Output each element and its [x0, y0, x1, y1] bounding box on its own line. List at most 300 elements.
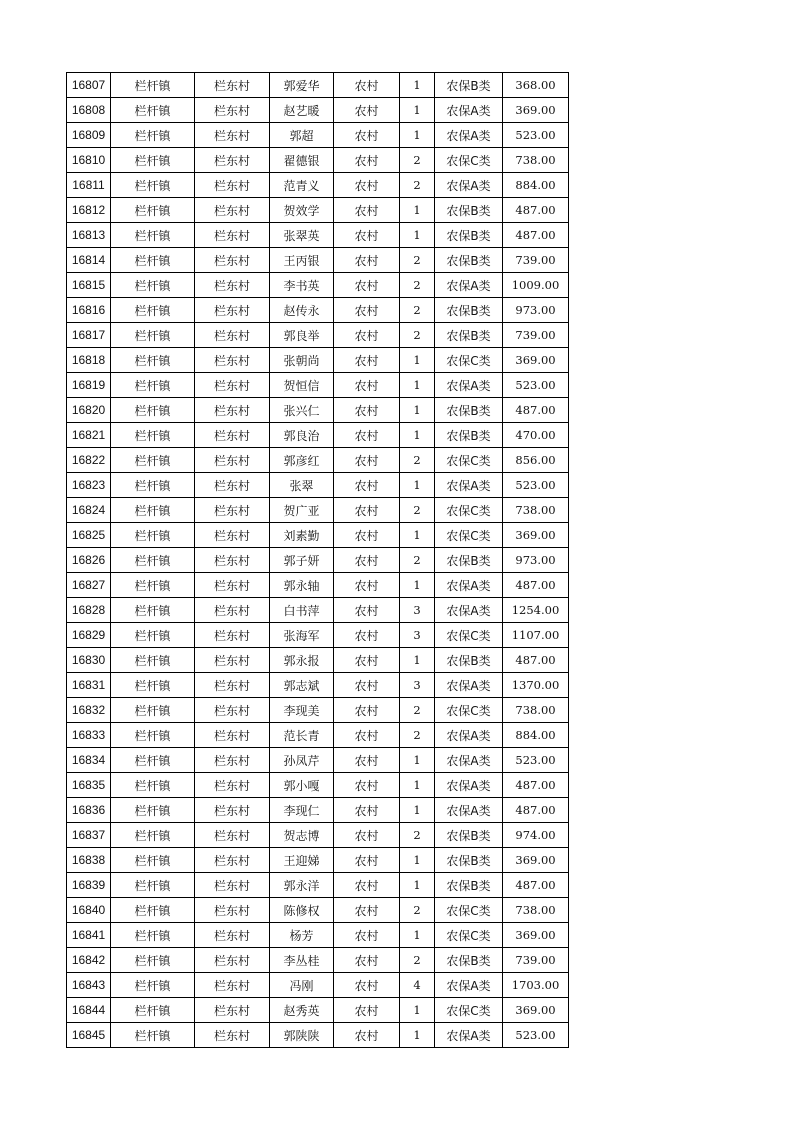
household-size-cell: 1	[400, 73, 435, 98]
name-cell: 张翠	[270, 473, 334, 498]
area-type-cell: 农村	[334, 223, 400, 248]
category-cell: 农保C类	[435, 923, 503, 948]
record-id-cell: 16831	[67, 673, 111, 698]
table-row	[67, 723, 569, 748]
area-type-cell: 农村	[334, 673, 400, 698]
record-id-cell: 16817	[67, 323, 111, 348]
name-cell: 贺恒信	[270, 373, 334, 398]
area-type-cell: 农村	[334, 573, 400, 598]
table-row	[67, 923, 569, 948]
amount-cell: 368.00	[503, 73, 569, 98]
household-size-cell: 3	[400, 673, 435, 698]
name-cell: 郭陕陕	[270, 1023, 334, 1048]
category-cell: 农保C类	[435, 148, 503, 173]
category-cell: 农保C类	[435, 998, 503, 1023]
village-cell: 栏东村	[195, 373, 270, 398]
amount-cell: 369.00	[503, 923, 569, 948]
town-cell: 栏杆镇	[111, 173, 195, 198]
record-id-cell: 16842	[67, 948, 111, 973]
household-size-cell: 1	[400, 373, 435, 398]
area-type-cell: 农村	[334, 773, 400, 798]
area-type-cell: 农村	[334, 273, 400, 298]
village-cell: 栏东村	[195, 723, 270, 748]
table-row	[67, 1023, 569, 1048]
name-cell: 范长青	[270, 723, 334, 748]
town-cell: 栏杆镇	[111, 323, 195, 348]
village-cell: 栏东村	[195, 873, 270, 898]
area-type-cell: 农村	[334, 748, 400, 773]
table-row	[67, 398, 569, 423]
village-cell: 栏东村	[195, 823, 270, 848]
record-id-cell: 16812	[67, 198, 111, 223]
amount-cell: 523.00	[503, 123, 569, 148]
table-row	[67, 648, 569, 673]
category-cell: 农保C类	[435, 498, 503, 523]
table-row	[67, 598, 569, 623]
town-cell: 栏杆镇	[111, 223, 195, 248]
record-id-cell: 16843	[67, 973, 111, 998]
category-cell: 农保A类	[435, 598, 503, 623]
village-cell: 栏东村	[195, 698, 270, 723]
category-cell: 农保A类	[435, 748, 503, 773]
record-id-cell: 16813	[67, 223, 111, 248]
area-type-cell: 农村	[334, 973, 400, 998]
category-cell: 农保B类	[435, 823, 503, 848]
category-cell: 农保C类	[435, 898, 503, 923]
village-cell: 栏东村	[195, 173, 270, 198]
area-type-cell: 农村	[334, 398, 400, 423]
table-row	[67, 548, 569, 573]
record-id-cell: 16807	[67, 73, 111, 98]
table-row	[67, 273, 569, 298]
town-cell: 栏杆镇	[111, 98, 195, 123]
table-row	[67, 298, 569, 323]
table-row	[67, 448, 569, 473]
amount-cell: 487.00	[503, 648, 569, 673]
category-cell: 农保B类	[435, 73, 503, 98]
table-row	[67, 248, 569, 273]
table-row	[67, 773, 569, 798]
category-cell: 农保C类	[435, 448, 503, 473]
town-cell: 栏杆镇	[111, 598, 195, 623]
household-size-cell: 2	[400, 548, 435, 573]
area-type-cell: 农村	[334, 498, 400, 523]
amount-cell: 738.00	[503, 148, 569, 173]
table-row	[67, 523, 569, 548]
category-cell: 农保A类	[435, 1023, 503, 1048]
name-cell: 李丛桂	[270, 948, 334, 973]
table-row	[67, 148, 569, 173]
name-cell: 赵传永	[270, 298, 334, 323]
village-cell: 栏东村	[195, 198, 270, 223]
name-cell: 王丙银	[270, 248, 334, 273]
area-type-cell: 农村	[334, 173, 400, 198]
amount-cell: 369.00	[503, 98, 569, 123]
village-cell: 栏东村	[195, 773, 270, 798]
category-cell: 农保B类	[435, 423, 503, 448]
area-type-cell: 农村	[334, 473, 400, 498]
village-cell: 栏东村	[195, 673, 270, 698]
village-cell: 栏东村	[195, 473, 270, 498]
area-type-cell: 农村	[334, 923, 400, 948]
amount-cell: 973.00	[503, 298, 569, 323]
name-cell: 李现仁	[270, 798, 334, 823]
table-row	[67, 98, 569, 123]
amount-cell: 523.00	[503, 373, 569, 398]
name-cell: 张朝尚	[270, 348, 334, 373]
household-size-cell: 2	[400, 948, 435, 973]
amount-cell: 974.00	[503, 823, 569, 848]
record-id-cell: 16818	[67, 348, 111, 373]
amount-cell: 1009.00	[503, 273, 569, 298]
record-id-cell: 16833	[67, 723, 111, 748]
category-cell: 农保B类	[435, 648, 503, 673]
category-cell: 农保A类	[435, 773, 503, 798]
area-type-cell: 农村	[334, 423, 400, 448]
record-id-cell: 16819	[67, 373, 111, 398]
area-type-cell: 农村	[334, 723, 400, 748]
table-row	[67, 73, 569, 98]
amount-cell: 369.00	[503, 848, 569, 873]
town-cell: 栏杆镇	[111, 973, 195, 998]
category-cell: 农保B类	[435, 848, 503, 873]
table-row	[67, 323, 569, 348]
area-type-cell: 农村	[334, 823, 400, 848]
relief-roster-table	[66, 72, 569, 1048]
name-cell: 贺志博	[270, 823, 334, 848]
category-cell: 农保A类	[435, 798, 503, 823]
table-row	[67, 973, 569, 998]
village-cell: 栏东村	[195, 498, 270, 523]
household-size-cell: 1	[400, 123, 435, 148]
household-size-cell: 1	[400, 223, 435, 248]
town-cell: 栏杆镇	[111, 548, 195, 573]
record-id-cell: 16828	[67, 598, 111, 623]
record-id-cell: 16834	[67, 748, 111, 773]
household-size-cell: 1	[400, 648, 435, 673]
household-size-cell: 1	[400, 873, 435, 898]
village-cell: 栏东村	[195, 73, 270, 98]
area-type-cell: 农村	[334, 248, 400, 273]
record-id-cell: 16838	[67, 848, 111, 873]
name-cell: 李书英	[270, 273, 334, 298]
town-cell: 栏杆镇	[111, 898, 195, 923]
area-type-cell: 农村	[334, 798, 400, 823]
record-id-cell: 16837	[67, 823, 111, 848]
area-type-cell: 农村	[334, 298, 400, 323]
household-size-cell: 2	[400, 173, 435, 198]
town-cell: 栏杆镇	[111, 1023, 195, 1048]
town-cell: 栏杆镇	[111, 798, 195, 823]
area-type-cell: 农村	[334, 948, 400, 973]
village-cell: 栏东村	[195, 748, 270, 773]
household-size-cell: 1	[400, 348, 435, 373]
name-cell: 郭良举	[270, 323, 334, 348]
household-size-cell: 4	[400, 973, 435, 998]
town-cell: 栏杆镇	[111, 623, 195, 648]
town-cell: 栏杆镇	[111, 923, 195, 948]
record-id-cell: 16815	[67, 273, 111, 298]
area-type-cell: 农村	[334, 523, 400, 548]
town-cell: 栏杆镇	[111, 698, 195, 723]
name-cell: 李现美	[270, 698, 334, 723]
amount-cell: 884.00	[503, 723, 569, 748]
village-cell: 栏东村	[195, 148, 270, 173]
area-type-cell: 农村	[334, 848, 400, 873]
table-row	[67, 473, 569, 498]
amount-cell: 523.00	[503, 748, 569, 773]
town-cell: 栏杆镇	[111, 848, 195, 873]
table-row	[67, 873, 569, 898]
village-cell: 栏东村	[195, 323, 270, 348]
name-cell: 郭超	[270, 123, 334, 148]
category-cell: 农保A类	[435, 98, 503, 123]
amount-cell: 523.00	[503, 1023, 569, 1048]
amount-cell: 369.00	[503, 348, 569, 373]
village-cell: 栏东村	[195, 648, 270, 673]
record-id-cell: 16844	[67, 998, 111, 1023]
table-row	[67, 348, 569, 373]
town-cell: 栏杆镇	[111, 73, 195, 98]
town-cell: 栏杆镇	[111, 148, 195, 173]
category-cell: 农保B类	[435, 198, 503, 223]
table-row	[67, 698, 569, 723]
town-cell: 栏杆镇	[111, 273, 195, 298]
village-cell: 栏东村	[195, 248, 270, 273]
town-cell: 栏杆镇	[111, 873, 195, 898]
household-size-cell: 1	[400, 848, 435, 873]
household-size-cell: 2	[400, 698, 435, 723]
category-cell: 农保A类	[435, 123, 503, 148]
record-id-cell: 16811	[67, 173, 111, 198]
record-id-cell: 16822	[67, 448, 111, 473]
amount-cell: 739.00	[503, 323, 569, 348]
village-cell: 栏东村	[195, 423, 270, 448]
household-size-cell: 1	[400, 423, 435, 448]
village-cell: 栏东村	[195, 1023, 270, 1048]
town-cell: 栏杆镇	[111, 998, 195, 1023]
name-cell: 范青义	[270, 173, 334, 198]
town-cell: 栏杆镇	[111, 673, 195, 698]
amount-cell: 487.00	[503, 873, 569, 898]
name-cell: 贺效学	[270, 198, 334, 223]
table-row	[67, 748, 569, 773]
household-size-cell: 2	[400, 248, 435, 273]
name-cell: 刘素勤	[270, 523, 334, 548]
village-cell: 栏东村	[195, 798, 270, 823]
household-size-cell: 1	[400, 198, 435, 223]
record-id-cell: 16814	[67, 248, 111, 273]
village-cell: 栏东村	[195, 448, 270, 473]
record-id-cell: 16835	[67, 773, 111, 798]
household-size-cell: 1	[400, 1023, 435, 1048]
household-size-cell: 2	[400, 723, 435, 748]
table-row	[67, 498, 569, 523]
amount-cell: 470.00	[503, 423, 569, 448]
amount-cell: 523.00	[503, 473, 569, 498]
village-cell: 栏东村	[195, 123, 270, 148]
household-size-cell: 2	[400, 148, 435, 173]
town-cell: 栏杆镇	[111, 723, 195, 748]
record-id-cell: 16830	[67, 648, 111, 673]
area-type-cell: 农村	[334, 448, 400, 473]
name-cell: 张海军	[270, 623, 334, 648]
record-id-cell: 16808	[67, 98, 111, 123]
record-id-cell: 16829	[67, 623, 111, 648]
town-cell: 栏杆镇	[111, 523, 195, 548]
town-cell: 栏杆镇	[111, 648, 195, 673]
amount-cell: 487.00	[503, 573, 569, 598]
table-row	[67, 223, 569, 248]
category-cell: 农保B类	[435, 398, 503, 423]
category-cell: 农保B类	[435, 948, 503, 973]
category-cell: 农保B类	[435, 323, 503, 348]
name-cell: 陈修权	[270, 898, 334, 923]
amount-cell: 487.00	[503, 198, 569, 223]
amount-cell: 1254.00	[503, 598, 569, 623]
household-size-cell: 1	[400, 748, 435, 773]
table-row	[67, 173, 569, 198]
name-cell: 郭小嘎	[270, 773, 334, 798]
table-row	[67, 198, 569, 223]
name-cell: 郭子妍	[270, 548, 334, 573]
household-size-cell: 2	[400, 823, 435, 848]
amount-cell: 739.00	[503, 948, 569, 973]
amount-cell: 738.00	[503, 898, 569, 923]
name-cell: 冯刚	[270, 973, 334, 998]
village-cell: 栏东村	[195, 523, 270, 548]
name-cell: 翟德银	[270, 148, 334, 173]
category-cell: 农保C类	[435, 523, 503, 548]
household-size-cell: 2	[400, 898, 435, 923]
table-row	[67, 623, 569, 648]
town-cell: 栏杆镇	[111, 123, 195, 148]
table-row	[67, 848, 569, 873]
record-id-cell: 16824	[67, 498, 111, 523]
area-type-cell: 农村	[334, 698, 400, 723]
category-cell: 农保A类	[435, 373, 503, 398]
record-id-cell: 16839	[67, 873, 111, 898]
name-cell: 杨芳	[270, 923, 334, 948]
record-id-cell: 16825	[67, 523, 111, 548]
town-cell: 栏杆镇	[111, 448, 195, 473]
town-cell: 栏杆镇	[111, 198, 195, 223]
name-cell: 郭永报	[270, 648, 334, 673]
table-row	[67, 573, 569, 598]
household-size-cell: 1	[400, 773, 435, 798]
town-cell: 栏杆镇	[111, 298, 195, 323]
amount-cell: 1370.00	[503, 673, 569, 698]
area-type-cell: 农村	[334, 323, 400, 348]
area-type-cell: 农村	[334, 123, 400, 148]
household-size-cell: 3	[400, 598, 435, 623]
amount-cell: 369.00	[503, 523, 569, 548]
town-cell: 栏杆镇	[111, 248, 195, 273]
area-type-cell: 农村	[334, 1023, 400, 1048]
name-cell: 赵艺暖	[270, 98, 334, 123]
category-cell: 农保B类	[435, 873, 503, 898]
table-row	[67, 948, 569, 973]
village-cell: 栏东村	[195, 973, 270, 998]
town-cell: 栏杆镇	[111, 498, 195, 523]
category-cell: 农保B类	[435, 223, 503, 248]
household-size-cell: 1	[400, 98, 435, 123]
table-row	[67, 898, 569, 923]
household-size-cell: 1	[400, 998, 435, 1023]
area-type-cell: 农村	[334, 148, 400, 173]
table-row	[67, 798, 569, 823]
table-row	[67, 373, 569, 398]
area-type-cell: 农村	[334, 598, 400, 623]
household-size-cell: 2	[400, 498, 435, 523]
village-cell: 栏东村	[195, 98, 270, 123]
village-cell: 栏东村	[195, 348, 270, 373]
record-id-cell: 16827	[67, 573, 111, 598]
household-size-cell: 2	[400, 323, 435, 348]
household-size-cell: 1	[400, 523, 435, 548]
area-type-cell: 农村	[334, 648, 400, 673]
record-id-cell: 16823	[67, 473, 111, 498]
category-cell: 农保B类	[435, 548, 503, 573]
area-type-cell: 农村	[334, 548, 400, 573]
category-cell: 农保A类	[435, 723, 503, 748]
village-cell: 栏东村	[195, 273, 270, 298]
household-size-cell: 1	[400, 473, 435, 498]
amount-cell: 738.00	[503, 498, 569, 523]
town-cell: 栏杆镇	[111, 373, 195, 398]
amount-cell: 739.00	[503, 248, 569, 273]
name-cell: 贺广亚	[270, 498, 334, 523]
household-size-cell: 2	[400, 298, 435, 323]
amount-cell: 738.00	[503, 698, 569, 723]
household-size-cell: 2	[400, 448, 435, 473]
category-cell: 农保B类	[435, 248, 503, 273]
amount-cell: 1107.00	[503, 623, 569, 648]
name-cell: 郭良治	[270, 423, 334, 448]
name-cell: 白书萍	[270, 598, 334, 623]
name-cell: 郭志斌	[270, 673, 334, 698]
category-cell: 农保A类	[435, 973, 503, 998]
village-cell: 栏东村	[195, 948, 270, 973]
village-cell: 栏东村	[195, 223, 270, 248]
name-cell: 郭爱华	[270, 73, 334, 98]
town-cell: 栏杆镇	[111, 473, 195, 498]
area-type-cell: 农村	[334, 73, 400, 98]
category-cell: 农保C类	[435, 348, 503, 373]
record-id-cell: 16821	[67, 423, 111, 448]
name-cell: 张翠英	[270, 223, 334, 248]
amount-cell: 856.00	[503, 448, 569, 473]
town-cell: 栏杆镇	[111, 823, 195, 848]
amount-cell: 487.00	[503, 798, 569, 823]
village-cell: 栏东村	[195, 848, 270, 873]
household-size-cell: 3	[400, 623, 435, 648]
record-id-cell: 16810	[67, 148, 111, 173]
amount-cell: 884.00	[503, 173, 569, 198]
area-type-cell: 农村	[334, 873, 400, 898]
household-size-cell: 1	[400, 573, 435, 598]
name-cell: 孙凤芹	[270, 748, 334, 773]
record-id-cell: 16836	[67, 798, 111, 823]
village-cell: 栏东村	[195, 923, 270, 948]
table-row	[67, 998, 569, 1023]
town-cell: 栏杆镇	[111, 948, 195, 973]
household-size-cell: 2	[400, 273, 435, 298]
village-cell: 栏东村	[195, 998, 270, 1023]
category-cell: 农保A类	[435, 573, 503, 598]
category-cell: 农保C类	[435, 623, 503, 648]
amount-cell: 973.00	[503, 548, 569, 573]
